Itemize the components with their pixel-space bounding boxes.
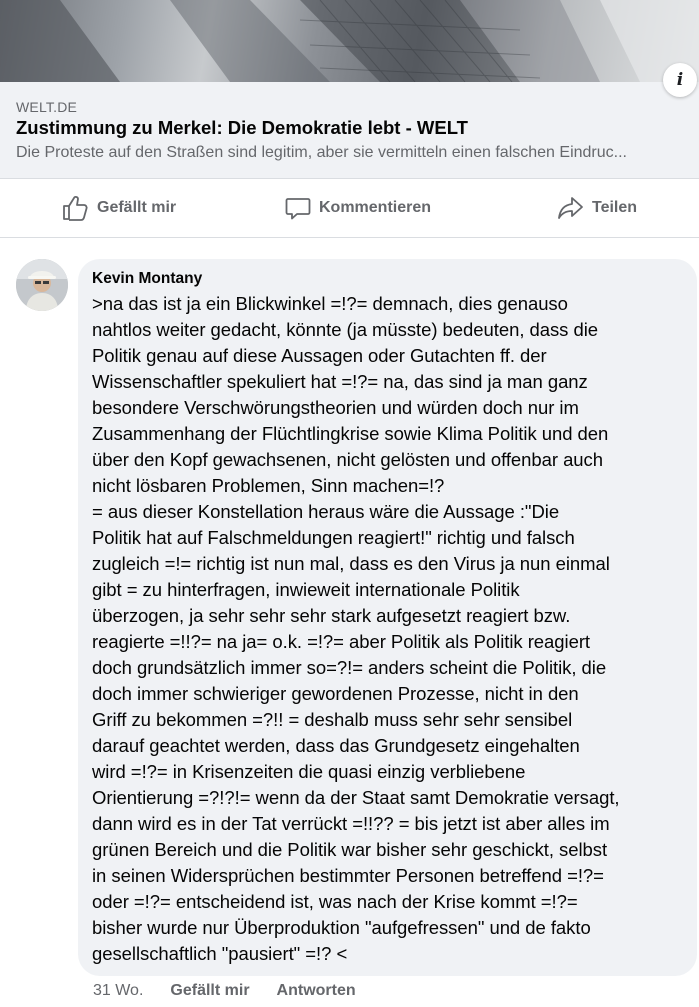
post-action-bar xyxy=(0,179,699,237)
comment-timestamp[interactable]: 31 Wo. xyxy=(93,982,144,999)
comment-reply-button[interactable]: Antworten xyxy=(276,982,356,999)
speech-bubble-icon xyxy=(285,195,311,221)
link-domain: WELT.DE xyxy=(16,99,78,115)
thumbs-up-icon xyxy=(62,195,89,221)
like-button[interactable] xyxy=(62,179,176,237)
share-button[interactable] xyxy=(557,179,637,237)
user-photo xyxy=(16,259,68,311)
comment-bubble xyxy=(78,259,697,976)
comment-text: >na das ist ja ein Blickwinkel =!?= demnach, dies genauso nahtlos weiter gedacht, könnte (ja müsste) bedeuten, dass die Politik genau auf diese Aussagen oder Gutachten ff. der Wissenschaftler spekuliert hat =!?= na, das sind ja man ganz besondere Verschwörungstheorien und würden doch nur im Zusammenhang der Flüchtlingkrise sowie Klima Politik und den über den Kopf gewachsenen, nicht gelösten und offenbar auch nicht lösbaren Problemen, Sinn machen=!? = aus dieser Konstellation heraus wäre die Aussage :"Die Politik hat auf Falschmeldungen reagiert!" richtig und falsch zugleich =!= richtig ist nun mal, dass es den Virus ja nun einmal gibt = zu hinterfragen, inwieweit internationale Politik überzogen, ja sehr sehr sehr stark aufgesetzt reagiert bzw. reagierte =!!?= na ja= o.k. =!?= aber Politik als Politik reagiert doch grundsätzlich immer so=?!= anders scheint die Politik, die doch immer schwieriger gewordenen Prozesse, nicht in den Griff zu bekommen =?!! = deshalb muss sehr sehr sensibel darauf geachtet werden, dass das Grundgesetz eingehalten wird =!?= in Krisenzeiten die quasi einzig verbliebene Orientierung =?!?!= wenn da der Staat samt Demokratie versagt, dann wird es in der Tat verrückt =!!?? = bis jetzt ist aber alles im grünen Bereich und die Politik war bisher sehr geschickt, selbst in seinen Widersprüchen bestimmter Personen betreffend =!?= oder =!?= entscheidend ist, was nach der Krise kommt =!?= bisher wurde nur Überproduktion "aufgefressen" und de fakto gesellschaftlich "pausiert" =!? < xyxy=(92,293,620,964)
comment-button[interactable] xyxy=(285,179,431,237)
avatar[interactable] xyxy=(16,259,68,311)
link-preview-image[interactable] xyxy=(0,0,699,82)
comment-author[interactable]: Kevin Montany xyxy=(92,270,203,287)
link-preview-meta[interactable] xyxy=(0,82,699,178)
share-label: Teilen xyxy=(592,199,638,216)
link-description: Die Proteste auf den Straßen sind legitim, aber sie vermitteln einen falschen Eindruc... xyxy=(16,144,627,161)
comment-like-button[interactable]: Gefällt mir xyxy=(170,982,250,999)
building-photo xyxy=(0,0,699,82)
comment-meta xyxy=(93,981,356,1001)
divider xyxy=(0,237,699,238)
info-icon[interactable]: i xyxy=(663,63,697,97)
like-label: Gefällt mir xyxy=(97,199,177,216)
link-title[interactable]: Zustimmung zu Merkel: Die Demokratie lebt - WELT xyxy=(16,117,468,138)
share-arrow-icon xyxy=(557,195,584,221)
comment-label: Kommentieren xyxy=(319,199,432,216)
